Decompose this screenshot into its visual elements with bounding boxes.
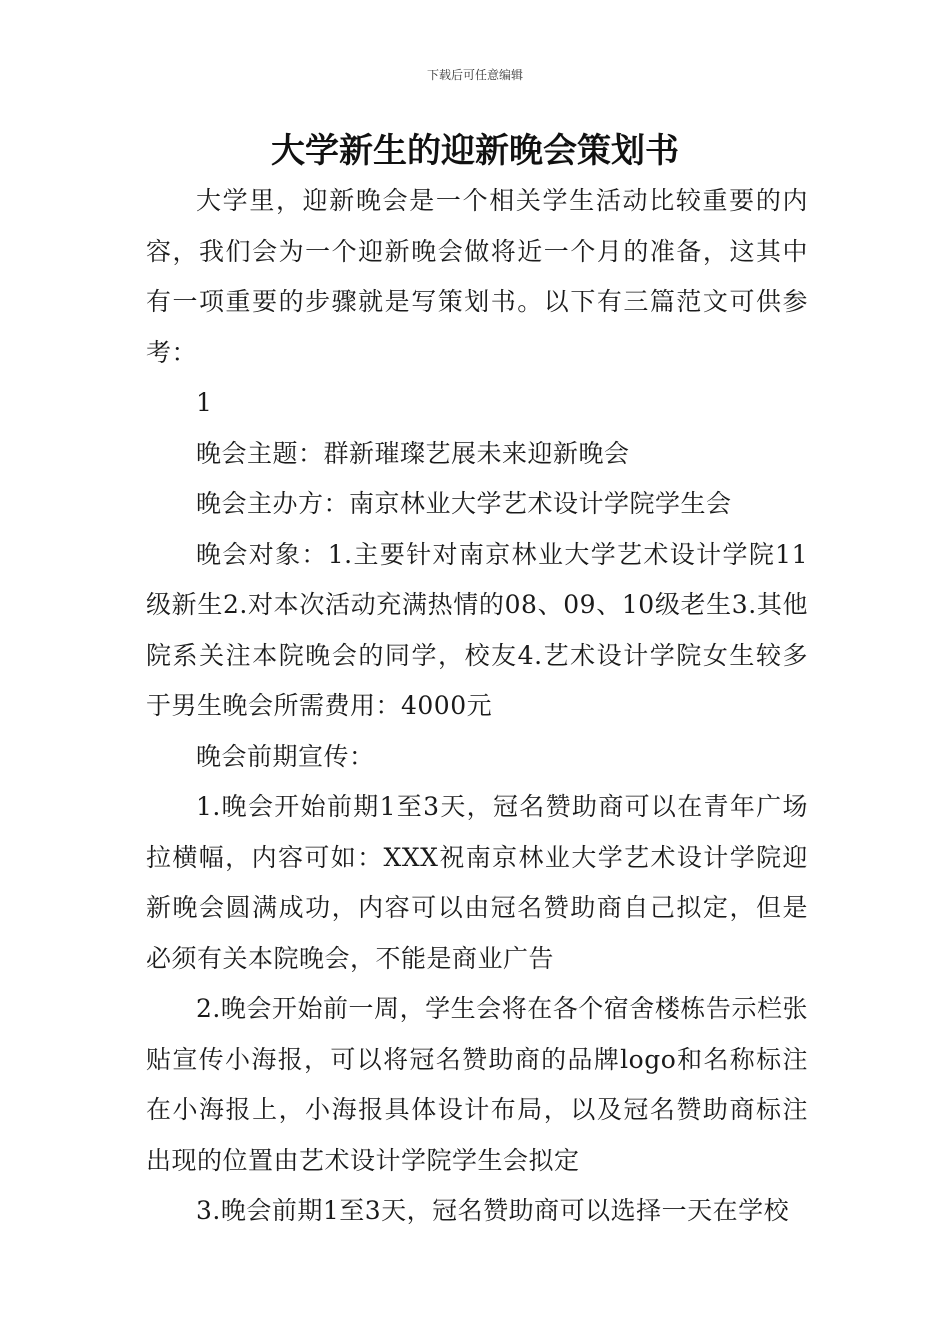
paragraph-promotion-1: 1.晚会开始前期1至3天，冠名赞助商可以在青年广场拉横幅，内容可如：XXX祝南京林业大学艺术设计学院迎新晚会圆满成功，内容可以由冠名赞助商自己拟定，但是必须有关本院晚会，不能是商业广告 — [146, 792, 808, 973]
paragraph-intro: 大学里，迎新晚会是一个相关学生活动比较重要的内容，我们会为一个迎新晚会做将近一个月的准备，这其中有一项重要的步骤就是写策划书。以下有三篇范文可供参考： — [146, 186, 808, 367]
header-note: 下载后可任意编辑 — [426, 68, 523, 82]
paragraph-theme: 晚会主题：群新璀璨艺展未来迎新晚会 — [196, 438, 630, 468]
paragraph-organizer: 晚会主办方：南京林业大学艺术设计学院学生会 — [196, 489, 732, 518]
paragraph-promotion-heading: 晚会前期宣传： — [196, 741, 375, 771]
paragraph-audience: 晚会对象：1.主要针对南京林业大学艺术设计学院11级新生2.对本次活动充满热情的08、09、10级老生3.其他院系关注本院晚会的同学，校友4.艺术设计学院女生较多于男生晚会所需费用：4000元 — [146, 539, 808, 720]
document-body — [146, 176, 808, 1237]
paragraph-section-number: 1 — [196, 388, 213, 417]
paragraph-promotion-3: 3.晚会前期1至3天，冠名赞助商可以选择一天在学校 — [196, 1196, 790, 1225]
document-title: 大学新生的迎新晚会策划书 — [271, 131, 679, 171]
paragraph-promotion-2: 2.晚会开始前一周，学生会将在各个宿舍楼栋告示栏张贴宣传小海报，可以将冠名赞助商的品牌logo和名称标注在小海报上，小海报具体设计布局，以及冠名赞助商标注出现的位置由艺术设计学院学生会拟定 — [146, 994, 808, 1175]
